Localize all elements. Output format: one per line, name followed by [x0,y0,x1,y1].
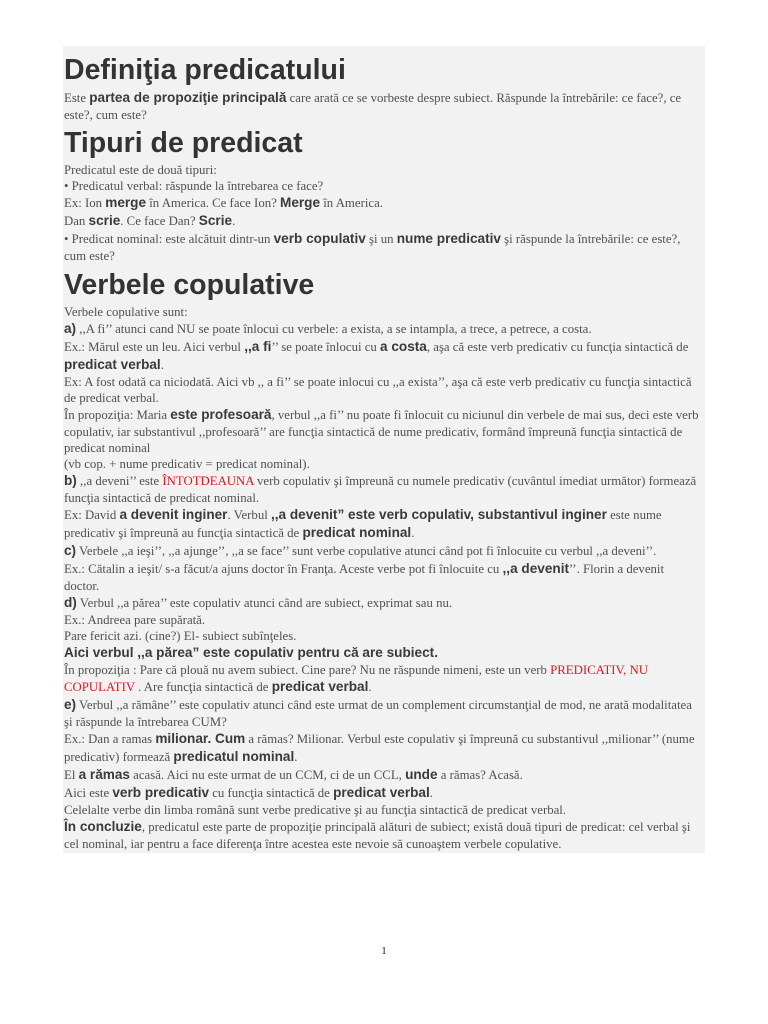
rule-d-example-1: Ex.: Andreea pare supărată. [64,613,206,627]
text-run: , verbul ,,a fi’’ nu poate fi înlocuit cu niciunul din verbele de mai sus, deci este verb copulativ, iar substantivul ,,profesoară’’ are funcţia sintactică de nume predicativ, formând împreună funcţia sintactică de predicat nominal [64,408,699,455]
bold-term: predicat verbal [64,357,161,372]
red-emphasis: ÎNTOTDEAUNA [162,474,254,488]
rule-c [64,542,700,560]
bold-term: verb predicativ [112,785,210,800]
bold-term: unde [405,767,438,782]
bold-term: Scrie [198,213,233,228]
red-emphasis: PREDICATIV, NU COPULATIV [64,663,649,694]
types-intro: Predicatul este de două tipuri: [64,163,217,177]
bold-term: verb copulativ [273,231,366,246]
text-run: Aici este [64,786,113,800]
conclusion-paragraph [64,818,700,852]
text-run: în America. Ce face Ion? [146,196,280,210]
rule-a-formula: (vb cop. + nume predicativ = predicat nominal). [64,457,310,471]
text-run: , aşa că este verb predicativ cu funcţia sintactică de [426,340,689,354]
bold-term: ,,a fi [244,339,272,354]
bold-term: Merge [280,195,321,210]
text-run: În propoziţia : Pare că plouă nu avem subiect. Cine pare? Nu ne răspunde nimeni, este un verb [64,663,551,677]
types-verbal-bullet: • Predicatul verbal: răspunde la întrebarea ce face? [64,179,324,193]
rule-b [64,472,700,506]
text-run: a rămas? Acasă. [437,768,523,782]
text-run: • Predicat nominal: este alcătuit dintr-un [64,232,274,246]
text-run: ,,A fi’’ atunci cand NU se poate înlocui cu verbele: a exista, a se intampla, a trece, a petrece, a costa. [76,322,592,336]
rule-a [64,320,700,338]
copulative-intro: Verbele copulative sunt: [64,305,188,319]
text-run: , predicatul este parte de propoziţie principală alături de subiect; există două tipuri de predicat: cel verbal şi cel nominal, iar pentru a face diferenţa între acestea este nevoie să cunoaştem verbele copulative. [64,820,691,851]
text-run: . Ce face Dan? [120,214,199,228]
item-label: d) [64,595,77,610]
item-label: e) [64,697,77,712]
item-label: a) [64,321,77,336]
text-run: El [64,768,79,782]
bold-term: În concluzie [64,819,142,834]
rule-a-example-3 [64,406,700,456]
bold-term: milionar. Cum [155,731,246,746]
bold-term: a costa [380,339,427,354]
item-label: b) [64,473,77,488]
types-nominal-bullet [64,230,700,264]
text-run: ,,a deveni’’ este [76,474,163,488]
text-run: şi un [365,232,397,246]
text-run: este nume predicativ şi împreună au funcţia sintactică de [64,508,662,540]
item-label: c) [64,543,77,558]
text-run: . [160,358,164,372]
rule-e-example-2 [64,766,700,784]
text-run: Ex: David [64,508,120,522]
text-run: În propoziţia: Maria [64,408,171,422]
text-run: acasă. Aici nu este urmat de un CCM, ci de un CCL, [129,768,406,782]
bold-term: este profesoară [170,407,272,422]
bold-term: merge [105,195,147,210]
text-run: Ex: Ion [64,196,106,210]
bold-term: Aici verbul ,,a părea” este copulativ pentru că are subiect. [64,645,438,660]
bold-term: predicat verbal [271,679,369,694]
text-run: şi răspunde la întrebările: ce este?, cum este? [64,232,681,263]
text-run: . Are funcţia sintactică de [134,680,272,694]
types-verbal-example [64,194,700,212]
rule-a-example-1 [64,338,700,374]
page-number: 1 [381,945,387,957]
text-run: Verbele ,,a ieşi’’, ,,a ajunge’’, ,,a se face’’ sunt verbe copulative atunci când pot fi înlocuite cu verbul ,,a deveni’’. [76,544,657,558]
other-verbs-paragraph: Celelalte verbe din limba română sunt verbe predicative şi au funcţia sintactică de predicat verbal. [64,803,567,817]
heading-types: Tipuri de predicat [64,127,303,159]
text-run: Verbul ,,a rămâne’’ este copulativ atunci când este urmat de un complement circumstanţial de mod, ne arată modalitatea şi răspunde la întrebarea CUM? [64,698,692,729]
bold-term: predicat verbal [333,785,430,800]
rule-e [64,696,700,730]
text-run: . [411,526,415,540]
content-box [63,46,705,853]
types-verbal-example-2 [64,212,700,230]
bold-term: scrie [88,213,121,228]
text-run: . Verbul [227,508,271,522]
text-run: Verbul ,,a părea’’ este copulativ atunci când are subiect, exprimat sau nu. [76,596,453,610]
rule-d-note [64,644,700,662]
bold-term: predicatul nominal [173,749,295,764]
rule-c-example [64,560,700,594]
text-run: în America. [320,196,383,210]
bold-term: partea de propoziţie principală [89,90,287,105]
rule-d [64,594,700,612]
text-run: Ex.: Cătalin a ieşit/ s-a făcut/a ajuns doctor în Franţa. Aceste verbe pot fi înlocuite cu [64,562,503,576]
text-run: care arată ce se vorbeste despre subiect. Răspunde la întrebările: ce face?, ce este?, cum este? [64,91,682,122]
text-run: . [368,680,372,694]
rule-e-example-3 [64,784,700,802]
rule-b-example [64,506,700,542]
text-run: ’’. Florin a devenit doctor. [64,562,665,593]
text-run: verb copulativ şi împreună cu numele predicativ (cuvântul imediat următor) formează funcţia sintactică de predicat nominal. [64,474,697,505]
bold-term: predicat nominal [302,525,412,540]
text-run: Ex.: Dan a ramas [64,732,156,746]
rule-e-example-1 [64,730,700,766]
definition-paragraph [64,89,700,123]
rule-d-example-3 [64,662,700,696]
bold-term: ,,a devenit” este verb copulativ, substantivul inginer [270,507,607,522]
text-run: . [232,214,236,228]
text-run: Este [64,91,90,105]
text-run: . [294,750,298,764]
text-run: . [429,786,433,800]
text-run: ’’ se poate înlocui cu [271,340,381,354]
heading-definition: Definiţia predicatului [64,54,346,86]
text-run: Dan [64,214,89,228]
text-run: cu funcţia sintactică de [209,786,334,800]
bold-term: ,,a devenit [502,561,569,576]
rule-d-example-2: Pare fericit azi. (cine?) El- subiect subînţeles. [64,629,297,643]
rule-a-example-2: Ex: A fost odată ca niciodată. Aici vb ,, a fi’’ se poate inlocui cu ,,a exista’’, aşa că este verb predicativ cu funcţia sintactică de predicat verbal. [64,375,692,405]
bold-term: nume predicativ [396,231,501,246]
heading-copulative: Verbele copulative [64,269,315,301]
text-run: a rămas? Milionar. Verbul este copulativ şi împreună cu substantivul ,,milionar’’ (nume predicativ) formează [64,732,695,764]
text-run: Ex.: Mărul este un leu. Aici verbul [64,340,245,354]
bold-term: a rămas [78,767,130,782]
bold-term: a devenit inginer [119,507,228,522]
